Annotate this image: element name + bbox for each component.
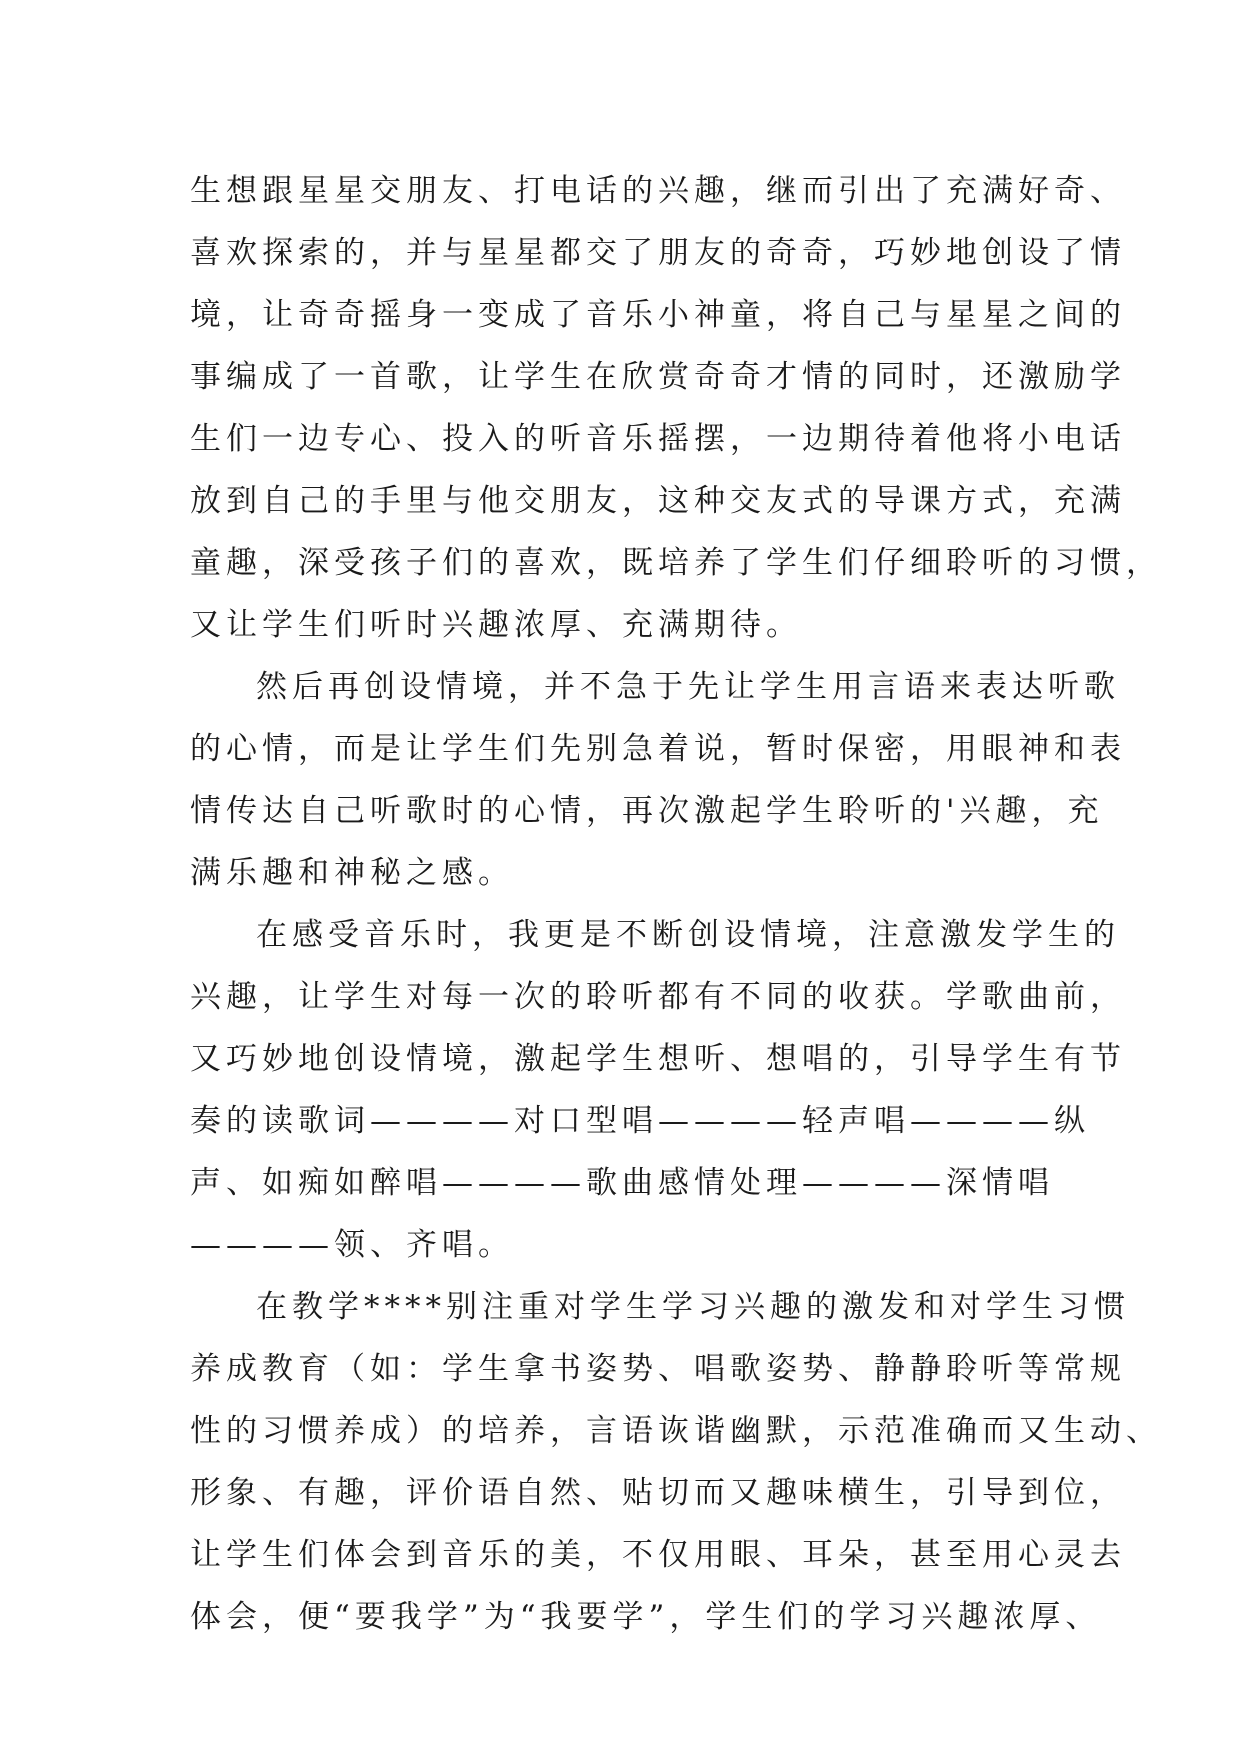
text-line: 兴趣，让学生对每一次的聆听都有不同的收获。学歌曲前， [190, 979, 1126, 1015]
text-line: 性的习惯养成）的培养，言语诙谐幽默，示范准确而又生动、 [190, 1413, 1162, 1449]
text-line: 奏的读歌词————对口型唱————轻声唱————纵 [190, 1103, 1090, 1139]
text-line: 体会，便“要我学”为“我要学”，学生们的学习兴趣浓厚、 [190, 1599, 1102, 1635]
text-line: 境，让奇奇摇身一变成了音乐小神童，将自己与星星之间的 [190, 297, 1126, 333]
text-line: 情传达自己听歌时的心情，再次激起学生聆听的'兴趣，充 [190, 793, 1104, 829]
text-line: 生想跟星星交朋友、打电话的兴趣，继而引出了充满好奇、 [190, 173, 1126, 209]
text-line: 声、如痴如醉唱————歌曲感情处理————深情唱 [190, 1165, 1054, 1201]
text-line: 生们一边专心、投入的听音乐摇摆，一边期待着他将小电话 [190, 421, 1126, 457]
text-line: ————领、齐唱。 [190, 1227, 514, 1263]
paragraph-first-line: 在教学****别注重对学生学习兴趣的激发和对学生习惯 [256, 1289, 1130, 1325]
text-line: 又让学生们听时兴趣浓厚、充满期待。 [190, 607, 802, 643]
text-line: 放到自己的手里与他交朋友，这种交友式的导课方式，充满 [190, 483, 1126, 519]
text-line: 养成教育（如：学生拿书姿势、唱歌姿势、静静聆听等常规 [190, 1351, 1126, 1387]
text-line: 童趣，深受孩子们的喜欢，既培养了学生们仔细聆听的习惯， [190, 545, 1162, 581]
text-line: 事编成了一首歌，让学生在欣赏奇奇才情的同时，还激励学 [190, 359, 1126, 395]
paragraph-first-line: 在感受音乐时，我更是不断创设情境，注意激发学生的 [256, 917, 1120, 953]
text-line: 的心情，而是让学生们先别急着说，暂时保密，用眼神和表 [190, 731, 1126, 767]
text-line: 形象、有趣，评价语自然、贴切而又趣味横生，引导到位， [190, 1475, 1126, 1511]
text-line: 又巧妙地创设情境，激起学生想听、想唱的，引导学生有节 [190, 1041, 1126, 1077]
body-text [190, 160, 1162, 1648]
text-line: 喜欢探索的，并与星星都交了朋友的奇奇，巧妙地创设了情 [190, 235, 1126, 271]
text-line: 满乐趣和神秘之感。 [190, 855, 514, 891]
text-line: 让学生们体会到音乐的美，不仅用眼、耳朵，甚至用心灵去 [190, 1537, 1126, 1573]
paragraph-first-line: 然后再创设情境，并不急于先让学生用言语来表达听歌 [256, 669, 1120, 705]
